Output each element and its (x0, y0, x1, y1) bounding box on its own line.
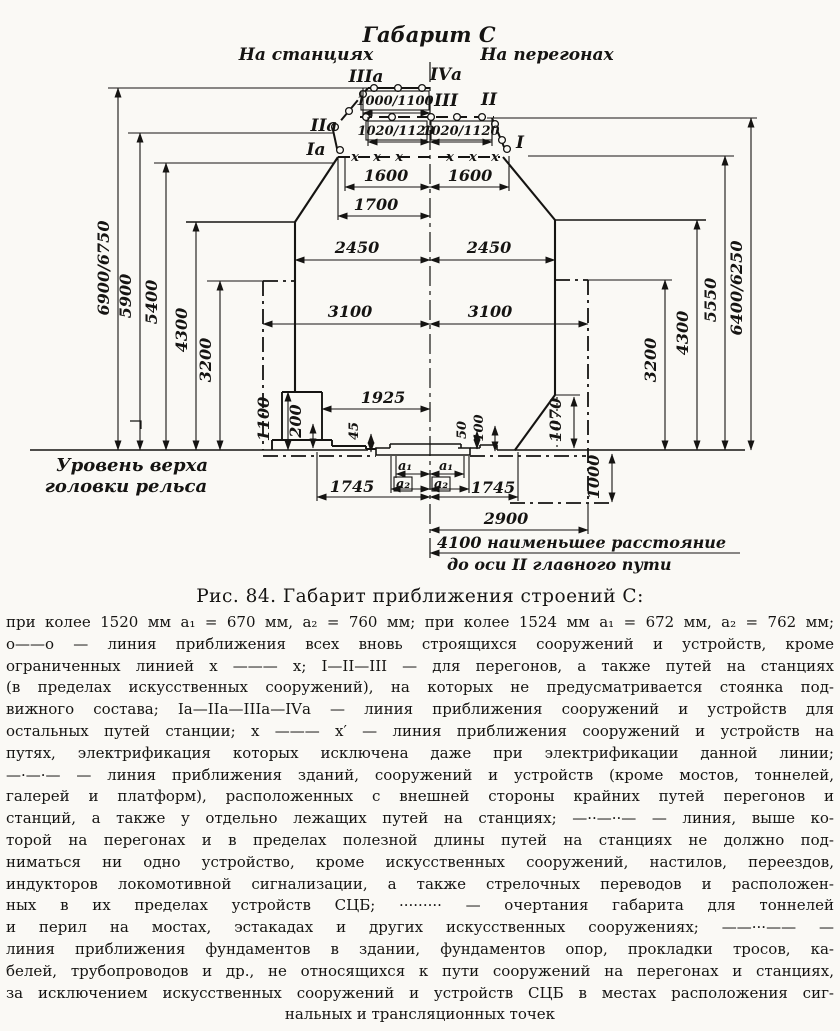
figure-legend (6, 612, 834, 1026)
figure-caption: Рис. 84. Габарит приближения строений С: (196, 586, 644, 607)
dim-a1-right: a₁ (438, 459, 454, 474)
point-IIIa: IIIа (348, 67, 384, 87)
legend-line: и перил на мостах, эстакадах и других искусственных сооружениях; ——···—— — (6, 918, 834, 937)
legend-line: при колее 1520 мм a₁ = 670 мм, a₂ = 760 мм; при колее 1524 мм a₁ = 672 мм, a₂ = 762 мм; (6, 613, 834, 631)
legend-line: остальных путей станции; х ——— х′ — линия приближения сооружений и устройств на (6, 721, 834, 740)
width-dimension-labels (328, 94, 513, 407)
point-IVa: IVа (429, 65, 463, 85)
figure-headers (238, 22, 615, 65)
point-I: I (516, 133, 524, 153)
legend-line: ниматься ни одно устройство, кроме искусственных сооружений, настилов, переездов, (6, 852, 834, 871)
legend-line: о——о — линия приближения всех вновь строящихся сооружений и устройств, кроме (6, 634, 834, 653)
rail-level (30, 450, 745, 497)
dim-2450-left: 2450 (334, 238, 380, 257)
dim-1020-1120-right: 1020/1120 (422, 124, 500, 139)
dim-1745-left: 1745 (329, 477, 375, 496)
dim-1700: 1700 (353, 195, 399, 214)
dim-1020-1120-left: 1020/1120 (357, 124, 435, 139)
left-height-labels (94, 221, 215, 383)
dim-height-200: 200 (286, 404, 305, 438)
dim-2450-right: 2450 (466, 238, 512, 257)
x-mark: x (469, 150, 477, 165)
dim-height-3200-left: 3200 (196, 337, 215, 383)
point-II: II (481, 90, 497, 110)
legend-line: станций, а также у отдельно лежащих путей на станциях; —··—··— — линия, выше ко- (6, 809, 834, 828)
x-mark: x (491, 150, 499, 165)
x-mark: x (395, 150, 403, 165)
legend-line: (в пределах искусственных сооружений), на которых не предусматривается стоянка под- (6, 678, 834, 697)
dim-3100-right: 3100 (467, 302, 513, 321)
dim-height-3200-right: 3200 (641, 337, 660, 383)
legend-line: ограниченных линией х ——— х; I—II—III — для перегонов, а также путей на станциях (6, 656, 834, 675)
header-on-hauls: На перегонах (480, 45, 614, 65)
legend-line: за исключением искусственных сооружений и устройств СЦБ в местах расположения сиг- (6, 983, 834, 1002)
legend-line: линия приближения фундаментов в здании, фундаментов опор, прокладки тросов, ка- (6, 939, 834, 958)
legend-line: галерей и платформ), расположенных с внешней стороны крайних путей перегонов и (6, 787, 834, 806)
dim-height-6400-6250: 6400/6250 (727, 240, 746, 336)
legend-line: —·—·— — линия приближения зданий, сооружений и устройств (кроме мостов, тоннелей, (6, 765, 834, 784)
dim-height-50: 50 (455, 420, 470, 440)
dim-height-5900: 5900 (116, 273, 135, 319)
track-width-dimension-labels (330, 459, 726, 574)
dim-1745-right: 1745 (470, 478, 516, 497)
dim-height-45: 45 (347, 421, 362, 441)
dim-a1-left: a₁ (397, 459, 413, 474)
right-height-labels (641, 241, 746, 383)
x-mark: x (351, 150, 359, 165)
rail-level-label-2: головки рельса (44, 476, 208, 497)
left-height-dimensions (108, 88, 368, 450)
dim-height-1070: 1070 (546, 397, 565, 443)
legend-line: нальных и трансляционных точек (284, 1005, 556, 1024)
legend-line: вижного состава; Iа—IIа—IIIа—IVа — линия приближения сооружений и устройств для (6, 700, 834, 719)
legend-line: путях, электрификация которых исключена даже при электрификации данной линии; (6, 743, 834, 762)
dim-height-4300-left: 4300 (172, 307, 191, 353)
legend-line: ных в их пределах устройств СЦБ; ········· — очертания габарита для тоннелей (6, 896, 834, 915)
dim-3100-left: 3100 (327, 302, 373, 321)
rail-level-label-1: Уровень верха (56, 455, 208, 476)
dim-1925: 1925 (360, 388, 406, 407)
point-IIa: IIа (310, 116, 338, 136)
dim-1000-1100: 1000/1100 (356, 94, 434, 109)
figure-title: Габарит С (362, 22, 496, 47)
bottom-small-dimension-labels (254, 397, 603, 500)
gauge-outline (272, 157, 555, 450)
dim-height-100: 100 (472, 414, 487, 442)
header-at-stations: На станциях (238, 45, 374, 65)
dim-a2-left: a₂ (395, 477, 411, 492)
legend-line: белей, трубопроводов и др., не относящихся к пути сооружений на перегонах и станциях, (6, 961, 834, 980)
dim-1600-right: 1600 (447, 166, 493, 185)
point-III: III (434, 91, 458, 111)
x-mark: x (446, 150, 454, 165)
dim-height-1000-below-rail: 1000 (584, 454, 603, 500)
dim-a2-right: a₂ (433, 477, 449, 492)
dim-height-1100: 1100 (254, 396, 273, 442)
dim-4100-note-2: до оси II главного пути (447, 555, 672, 574)
dim-2900: 2900 (483, 509, 529, 528)
legend-line: торой на перегонах и в пределах полезной длины путей на станциях не должно под- (6, 830, 834, 849)
dim-height-4300-right: 4300 (673, 310, 692, 356)
dim-height-5550: 5550 (701, 277, 720, 323)
dim-1600-left: 1600 (363, 166, 409, 185)
dim-4100-note: 4100 наименьшее расстояние (437, 533, 727, 552)
dim-height-5400: 5400 (142, 279, 161, 325)
dim-height-6900-6750: 6900/6750 (94, 220, 113, 316)
legend-line: индукторов локомотивной сигнализации, а также стрелочных переводов и расположен- (6, 874, 834, 893)
point-Ia: Iа (306, 140, 326, 160)
x-mark: x (373, 150, 381, 165)
